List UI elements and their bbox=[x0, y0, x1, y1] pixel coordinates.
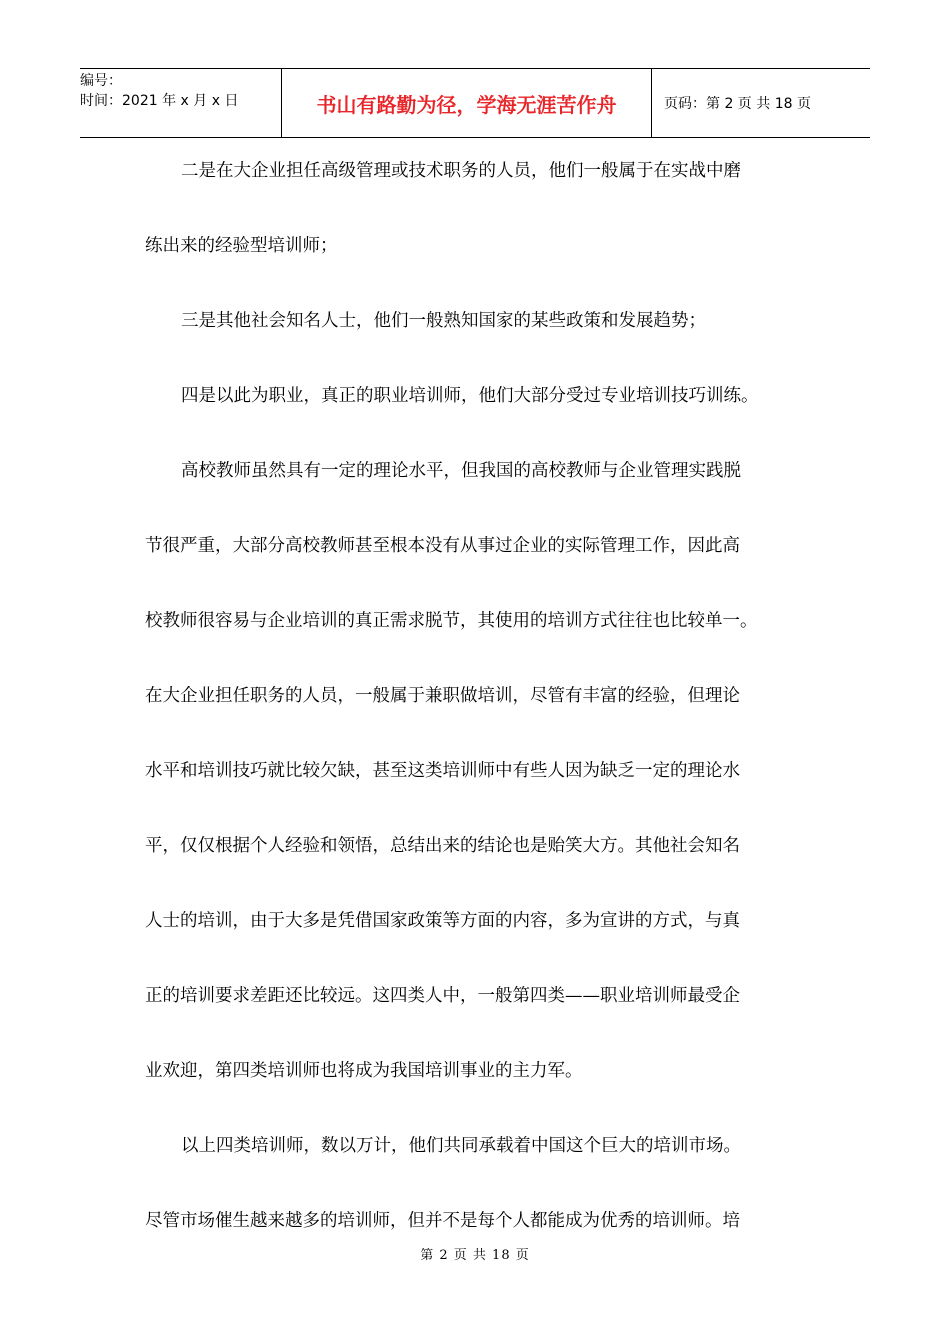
document-date: 时间：2021 年 x 月 x 日 bbox=[80, 93, 239, 109]
body-line: 二是在大企业担任高级管理或技术职务的人员，他们一般属于在实战中磨 bbox=[181, 161, 741, 181]
document-body bbox=[145, 153, 810, 1240]
body-line: 人士的培训，由于大多是凭借国家政策等方面的内容，多为宣讲的方式，与真 bbox=[145, 911, 740, 931]
body-line: 练出来的经验型培训师； bbox=[145, 236, 338, 256]
body-line: 水平和培训技巧就比较欠缺，甚至这类培训师中有些人因为缺乏一定的理论水 bbox=[145, 761, 740, 781]
body-line: 正的培训要求差距还比较远。这四类人中，一般第四类——职业培训师最受企 bbox=[145, 986, 740, 1006]
header-page-info bbox=[652, 69, 870, 137]
header-motto-cell bbox=[282, 69, 652, 137]
body-line: 校教师很容易与企业培训的真正需求脱节，其使用的培训方式往往也比较单一。 bbox=[145, 611, 758, 631]
page-footer bbox=[0, 1244, 950, 1263]
footer-page-number: 第 2 页 共 18 页 bbox=[420, 1248, 530, 1263]
motto-text: 书山有路勤为径，学海无涯苦作舟 bbox=[316, 92, 617, 117]
body-line: 四是以此为职业，真正的职业培训师，他们大部分受过专业培训技巧训练。 bbox=[181, 386, 759, 406]
body-line: 高校教师虽然具有一定的理论水平，但我国的高校教师与企业管理实践脱 bbox=[181, 461, 741, 481]
body-line: 三是其他社会知名人士，他们一般熟知国家的某些政策和发展趋势； bbox=[181, 311, 706, 331]
page-header bbox=[80, 68, 870, 138]
document-number: 编号： bbox=[80, 73, 122, 89]
body-line: 节很严重，大部分高校教师甚至根本没有从事过企业的实际管理工作，因此高 bbox=[145, 536, 740, 556]
page-info-text: 页码：第 2 页 共 18 页 bbox=[664, 96, 811, 112]
body-line: 尽管市场催生越来越多的培训师，但并不是每个人都能成为优秀的培训师。培 bbox=[145, 1211, 740, 1231]
body-line: 业欢迎，第四类培训师也将成为我国培训事业的主力军。 bbox=[145, 1061, 583, 1081]
body-line: 以上四类培训师，数以万计，他们共同承载着中国这个巨大的培训市场。 bbox=[181, 1136, 741, 1156]
body-line: 在大企业担任职务的人员，一般属于兼职做培训，尽管有丰富的经验，但理论 bbox=[145, 686, 740, 706]
header-meta bbox=[80, 69, 282, 137]
body-line: 平，仅仅根据个人经验和领悟，总结出来的结论也是贻笑大方。其他社会知名 bbox=[145, 836, 740, 856]
